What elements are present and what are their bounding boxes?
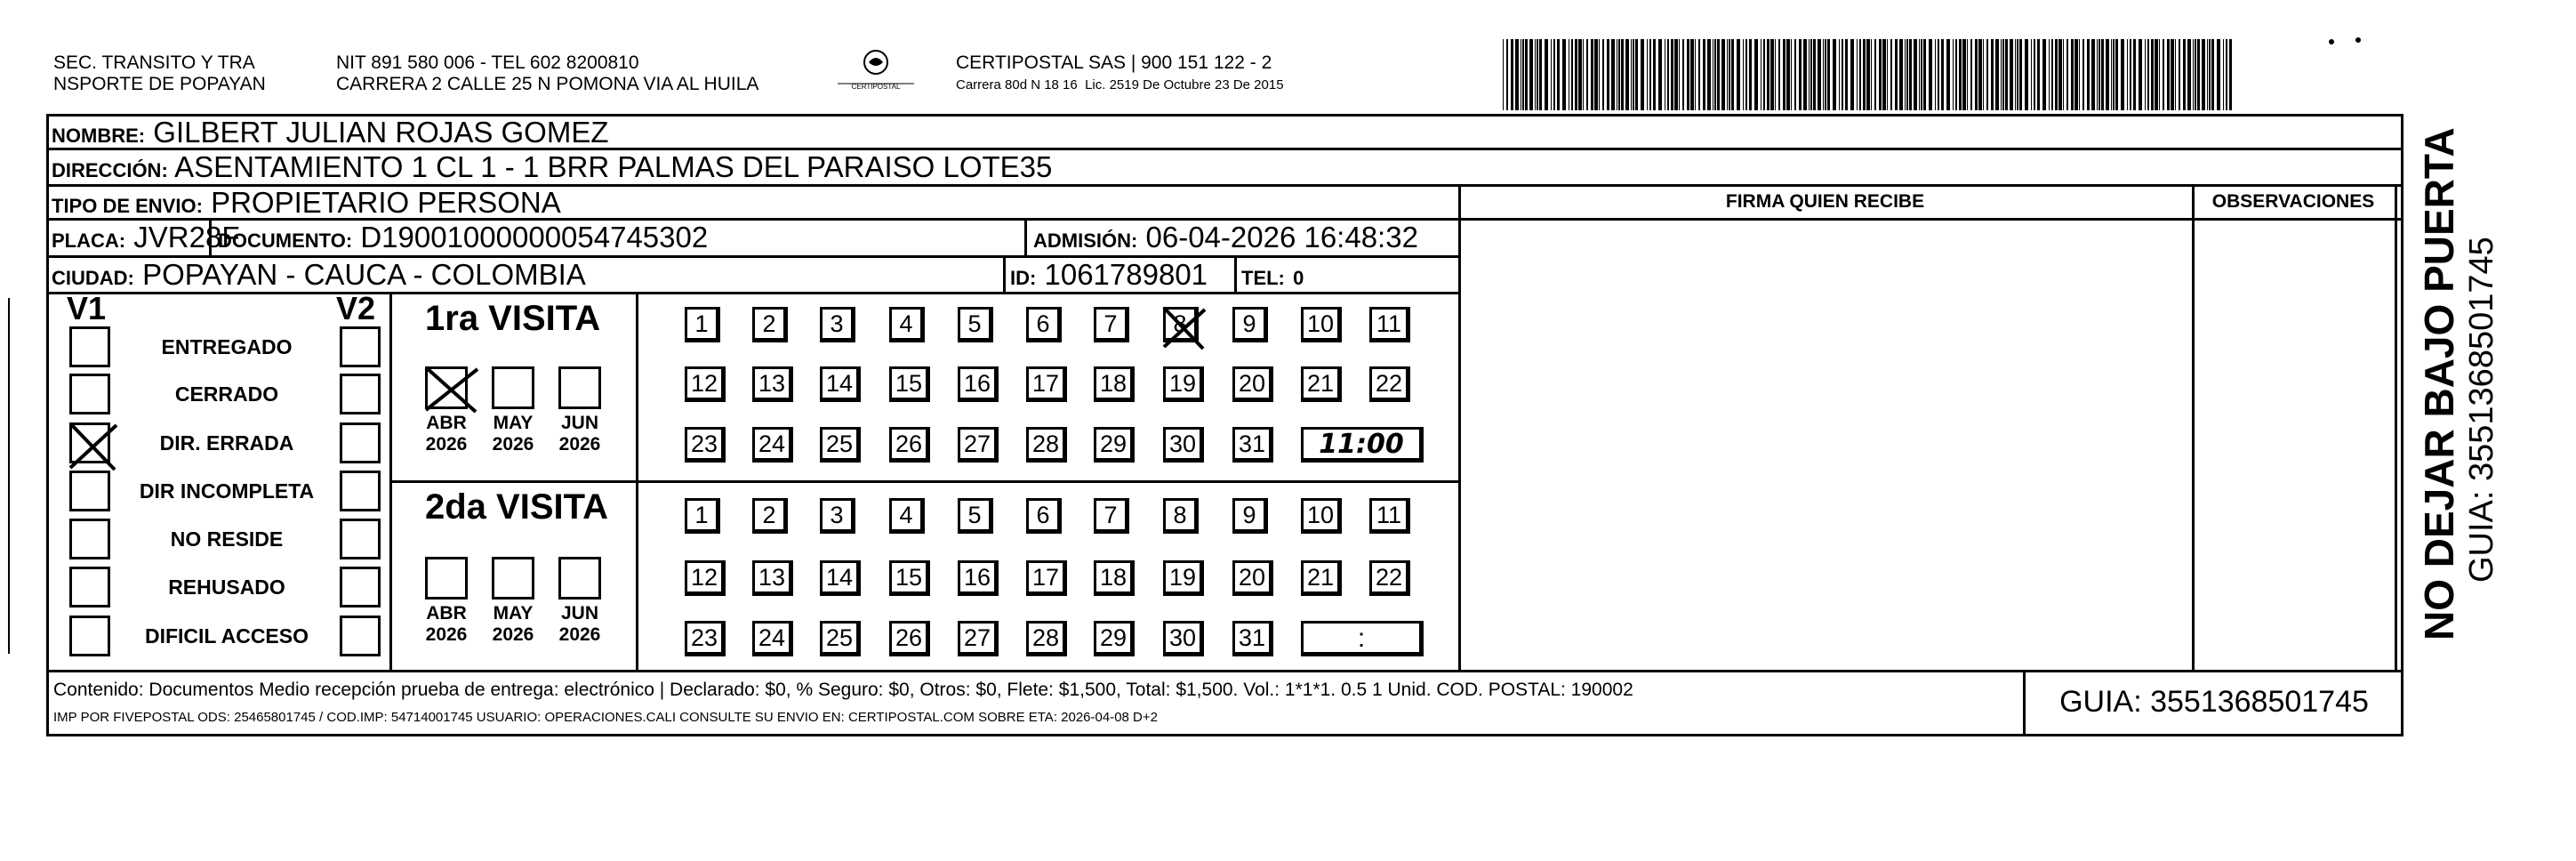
- tipo-label: TIPO DE ENVIO:: [52, 195, 203, 217]
- day-box-21[interactable]: [1301, 366, 1342, 402]
- day-box-29[interactable]: [1094, 621, 1135, 656]
- v1-checkbox-2[interactable]: [69, 422, 110, 463]
- day-box-18[interactable]: [1094, 560, 1135, 596]
- month-year: 2026: [558, 624, 601, 645]
- day-number: 7: [1103, 502, 1118, 528]
- handwritten-x-mark: [67, 420, 118, 471]
- month-name: MAY: [493, 413, 534, 433]
- day-box-22[interactable]: [1369, 366, 1410, 402]
- day-box-25[interactable]: [820, 621, 861, 656]
- tel-field: [1241, 259, 1304, 294]
- day-number: 22: [1375, 370, 1403, 397]
- col-divider: [1003, 255, 1006, 292]
- row-divider: [1458, 218, 2397, 221]
- day-number: 28: [1031, 624, 1060, 651]
- month-checkbox-abr[interactable]: [425, 557, 468, 599]
- day-box-23[interactable]: [685, 621, 726, 656]
- day-box-1[interactable]: [685, 307, 720, 342]
- v1-checkbox-0[interactable]: [69, 326, 110, 367]
- footer-print-info: IMP POR FIVEPOSTAL ODS: 25465801745 / COD.IMP: 54714001745 USUARIO: OPERACIONES.CALI CONSULTE SU ENVIO EN: CERTIPOSTAL.COM SOBRE ETA: 2026-04-08 D+2: [53, 710, 1158, 725]
- day-box-20[interactable]: [1232, 560, 1273, 596]
- status-option-label: NO RESIDE: [170, 527, 284, 551]
- col-divider: [2023, 670, 2026, 736]
- day-box-29[interactable]: [1094, 427, 1135, 463]
- sender-nit: NIT 891 580 006 - TEL 602 8200810: [336, 52, 639, 73]
- visit1-title: 1ra VISITA: [425, 299, 601, 338]
- month-name: MAY: [493, 603, 534, 624]
- month-year: 2026: [425, 434, 468, 455]
- tipo-row: [52, 187, 561, 222]
- day-box-23[interactable]: [685, 427, 726, 463]
- day-number: 3: [830, 310, 844, 337]
- day-number: 31: [1238, 430, 1266, 457]
- company-address: Carrera 80d N 18 16 Lic. 2519 De Octubre 23 De 2015: [956, 77, 1284, 93]
- day-box-3[interactable]: [820, 307, 855, 342]
- day-number: 5: [967, 310, 982, 337]
- day-number: 19: [1168, 564, 1197, 591]
- direccion-label: DIRECCIÓN:: [52, 159, 168, 181]
- month-checkbox-jun[interactable]: [558, 366, 601, 409]
- day-number: 20: [1238, 370, 1266, 397]
- time-separator: :: [1357, 624, 1366, 653]
- day-box-19[interactable]: [1163, 560, 1204, 596]
- month-label: [420, 603, 473, 646]
- placa-field: [52, 221, 240, 257]
- day-box-13[interactable]: [752, 560, 793, 596]
- direccion-value: ASENTAMIENTO 1 CL 1 - 1 BRR PALMAS DEL PARAISO LOTE35: [174, 150, 1053, 183]
- day-box-5[interactable]: [958, 498, 993, 534]
- day-number: 2: [762, 310, 776, 337]
- day-number: 30: [1168, 624, 1197, 651]
- day-box-14[interactable]: [820, 366, 861, 402]
- nombre-row: [52, 117, 609, 152]
- nombre-label: NOMBRE:: [52, 125, 146, 147]
- day-box-8[interactable]: [1163, 498, 1199, 534]
- v2-checkbox-6[interactable]: [340, 616, 381, 656]
- day-box-11[interactable]: [1369, 498, 1410, 534]
- day-number: 24: [758, 624, 786, 651]
- day-number: 10: [1306, 310, 1335, 337]
- day-box-7[interactable]: [1094, 307, 1129, 342]
- day-box-13[interactable]: [752, 366, 793, 402]
- tel-label: TEL:: [1241, 267, 1285, 289]
- day-number: 18: [1099, 564, 1128, 591]
- day-number: 11: [1376, 310, 1402, 337]
- day-box-10[interactable]: [1301, 307, 1342, 342]
- day-number: 16: [963, 564, 991, 591]
- month-label: [486, 413, 540, 455]
- day-box-24[interactable]: [752, 427, 793, 463]
- month-year: 2026: [492, 434, 534, 455]
- day-number: 29: [1099, 430, 1128, 457]
- day-box-16[interactable]: [958, 560, 999, 596]
- day-number: 14: [825, 370, 854, 397]
- day-box-12[interactable]: [685, 366, 726, 402]
- day-box-28[interactable]: [1026, 621, 1067, 656]
- day-number: 17: [1031, 564, 1060, 591]
- month-year: 2026: [492, 624, 534, 645]
- time-box[interactable]: [1301, 621, 1424, 656]
- month-name: JUN: [560, 413, 598, 433]
- day-box-27[interactable]: [958, 621, 999, 656]
- day-box-26[interactable]: [889, 427, 930, 463]
- day-box-1[interactable]: [685, 498, 720, 534]
- day-number: 6: [1036, 502, 1050, 528]
- time-box[interactable]: [1301, 427, 1424, 463]
- specks: [2328, 34, 2363, 43]
- day-number: 11: [1376, 502, 1402, 528]
- day-number: 25: [825, 624, 854, 651]
- day-number: 21: [1306, 564, 1335, 591]
- sender-address: CARRERA 2 CALLE 25 N POMONA VIA AL HUILA: [336, 74, 759, 94]
- day-number: 23: [690, 430, 718, 457]
- direccion-row: [52, 151, 1052, 187]
- day-box-30[interactable]: [1163, 427, 1204, 463]
- day-number: 4: [899, 502, 913, 528]
- handwritten-x-mark: [1160, 304, 1207, 350]
- margin-mark: [7, 298, 11, 654]
- day-box-2[interactable]: [752, 307, 788, 342]
- day-box-4[interactable]: [889, 498, 925, 534]
- day-number: 24: [758, 430, 786, 457]
- v1-checkbox-6[interactable]: [69, 616, 110, 656]
- day-number: 8: [1173, 310, 1187, 337]
- month-name: ABR: [426, 413, 467, 433]
- footer-divider: [46, 670, 2403, 672]
- day-number: 9: [1242, 502, 1256, 528]
- placa-label: PLACA:: [52, 229, 126, 252]
- day-box-7[interactable]: [1094, 498, 1129, 534]
- day-box-30[interactable]: [1163, 621, 1204, 656]
- id-value: 1061789801: [1044, 258, 1208, 291]
- day-number: 2: [762, 502, 776, 528]
- day-box-26[interactable]: [889, 621, 930, 656]
- day-box-10[interactable]: [1301, 498, 1342, 534]
- day-number: 29: [1099, 624, 1128, 651]
- day-box-18[interactable]: [1094, 366, 1135, 402]
- month-year: 2026: [425, 624, 468, 645]
- day-box-21[interactable]: [1301, 560, 1342, 596]
- day-number: 5: [967, 502, 982, 528]
- v2-title: V2: [336, 290, 376, 326]
- status-option-label: ENTREGADO: [161, 335, 293, 358]
- placa-value: JVR28F: [133, 221, 240, 253]
- day-box-4[interactable]: [889, 307, 925, 342]
- day-box-8[interactable]: [1163, 307, 1199, 342]
- firma-header: FIRMA QUIEN RECIBE: [1725, 191, 1925, 212]
- day-number: 22: [1375, 564, 1403, 591]
- visit2-title: 2da VISITA: [425, 487, 608, 527]
- footer-guia: GUIA: 3551368501745: [2059, 685, 2369, 719]
- day-box-9[interactable]: [1232, 498, 1268, 534]
- nombre-value: GILBERT JULIAN ROJAS GOMEZ: [153, 116, 609, 149]
- day-number: 31: [1238, 624, 1266, 651]
- day-number: 27: [963, 624, 991, 651]
- barcode: [1503, 39, 2234, 110]
- v2-checkbox-1[interactable]: [340, 374, 381, 414]
- day-number: 8: [1173, 502, 1187, 528]
- svg-text:CERTIPOSTAL: CERTIPOSTAL: [851, 83, 901, 91]
- day-number: 16: [963, 370, 991, 397]
- v2-checkbox-5[interactable]: [340, 567, 381, 608]
- day-box-6[interactable]: [1026, 498, 1062, 534]
- ciudad-label: CIUDAD:: [52, 267, 134, 289]
- col-divider: [1458, 184, 1461, 670]
- footer-contents: Contenido: Documentos Medio recepción prueba de entrega: electrónico | Declarado: $0, % Seguro: $0, Otros: $0, Flete: $1,500, Total: $1,500. Vol.: 1*1*1. 0.5 1 Unid. COD. POSTAL: 190002: [53, 680, 1633, 700]
- v1-checkbox-5[interactable]: [69, 567, 110, 608]
- day-number: 12: [690, 370, 718, 397]
- documento-label: DOCUMENTO:: [218, 229, 353, 252]
- documento-field: [218, 221, 708, 257]
- documento-value: D19001000000054745302: [360, 221, 709, 253]
- tel-value: 0: [1293, 267, 1304, 289]
- day-box-25[interactable]: [820, 427, 861, 463]
- day-number: 9: [1242, 310, 1256, 337]
- col-divider: [1234, 255, 1237, 292]
- day-number: 18: [1099, 370, 1128, 397]
- day-box-6[interactable]: [1026, 307, 1062, 342]
- day-box-19[interactable]: [1163, 366, 1204, 402]
- sender-name-line2: NSPORTE DE POPAYAN: [53, 74, 266, 94]
- ciudad-value: POPAYAN - CAUCA - COLOMBIA: [142, 258, 586, 291]
- day-box-12[interactable]: [685, 560, 726, 596]
- day-number: 10: [1306, 502, 1335, 528]
- month-name: ABR: [426, 603, 467, 624]
- day-number: 27: [963, 430, 991, 457]
- observaciones-header: OBSERVACIONES: [2211, 191, 2375, 212]
- visit-divider: [389, 480, 1461, 483]
- day-box-16[interactable]: [958, 366, 999, 402]
- day-box-11[interactable]: [1369, 307, 1410, 342]
- day-box-5[interactable]: [958, 307, 993, 342]
- col-divider: [2192, 184, 2195, 670]
- day-box-15[interactable]: [889, 366, 930, 402]
- day-box-3[interactable]: [820, 498, 855, 534]
- day-number: 1: [694, 310, 709, 337]
- day-number: 13: [758, 564, 786, 591]
- day-number: 13: [758, 370, 786, 397]
- handwritten-time: 11:00: [1319, 429, 1404, 460]
- day-box-14[interactable]: [820, 560, 861, 596]
- day-box-31[interactable]: [1232, 427, 1273, 463]
- v1-title: V1: [67, 290, 107, 326]
- month-checkbox-jun[interactable]: [558, 557, 601, 599]
- day-box-28[interactable]: [1026, 427, 1067, 463]
- day-number: 3: [830, 502, 844, 528]
- day-number: 25: [825, 430, 854, 457]
- company-name: CERTIPOSTAL SAS | 900 151 122 - 2: [956, 52, 1272, 73]
- month-checkbox-may[interactable]: [492, 366, 534, 409]
- status-option-label: DIR. ERRADA: [159, 431, 294, 455]
- sender-name-line1: SEC. TRANSITO Y TRA: [53, 52, 255, 73]
- day-box-24[interactable]: [752, 621, 793, 656]
- v2-checkbox-0[interactable]: [340, 326, 381, 367]
- v2-checkbox-3[interactable]: [340, 471, 381, 511]
- day-number: 7: [1103, 310, 1118, 337]
- no-dejar-bajo-puerta: NO DEJAR BAJO PUERTA: [2416, 127, 2462, 640]
- day-number: 26: [895, 430, 923, 457]
- month-label: [486, 603, 540, 646]
- status-option-label: DIFICIL ACCESO: [144, 624, 309, 648]
- month-checkbox-abr[interactable]: [425, 366, 468, 409]
- v1-checkbox-4[interactable]: [69, 519, 110, 559]
- admision-label: ADMISIÓN:: [1033, 229, 1138, 252]
- col-divider: [1024, 218, 1027, 255]
- day-number: 30: [1168, 430, 1197, 457]
- side-guia: GUIA: 3551368501745: [2463, 237, 2500, 583]
- day-box-9[interactable]: [1232, 307, 1268, 342]
- day-number: 4: [899, 310, 913, 337]
- v1-checkbox-1[interactable]: [69, 374, 110, 414]
- col-divider: [2395, 184, 2397, 670]
- day-number: 15: [895, 370, 923, 397]
- month-label: [553, 413, 606, 455]
- day-box-2[interactable]: [752, 498, 788, 534]
- month-year: 2026: [558, 434, 601, 455]
- id-field: [1010, 259, 1208, 294]
- admision-field: [1033, 221, 1418, 257]
- status-option-label: DIR INCOMPLETA: [139, 479, 315, 503]
- day-number: 1: [694, 502, 709, 528]
- certipostal-logo: [836, 43, 916, 94]
- day-number: 12: [690, 564, 718, 591]
- day-number: 26: [895, 624, 923, 651]
- day-number: 21: [1306, 370, 1335, 397]
- day-number: 15: [895, 564, 923, 591]
- day-number: 23: [690, 624, 718, 651]
- tipo-value: PROPIETARIO PERSONA: [211, 186, 561, 219]
- month-name: JUN: [560, 603, 598, 624]
- day-box-17[interactable]: [1026, 366, 1067, 402]
- v2-checkbox-2[interactable]: [340, 422, 381, 463]
- day-box-31[interactable]: [1232, 621, 1273, 656]
- day-number: 14: [825, 564, 854, 591]
- status-option-label: CERRADO: [174, 382, 279, 406]
- id-label: ID:: [1010, 267, 1037, 289]
- day-number: 20: [1238, 564, 1266, 591]
- month-label: [420, 413, 473, 455]
- ciudad-field: [52, 259, 586, 294]
- day-box-22[interactable]: [1369, 560, 1410, 596]
- day-number: 28: [1031, 430, 1060, 457]
- day-box-20[interactable]: [1232, 366, 1273, 402]
- day-number: 6: [1036, 310, 1050, 337]
- month-checkbox-may[interactable]: [492, 557, 534, 599]
- day-box-27[interactable]: [958, 427, 999, 463]
- day-box-15[interactable]: [889, 560, 930, 596]
- status-option-label: REHUSADO: [168, 575, 285, 599]
- v2-checkbox-4[interactable]: [340, 519, 381, 559]
- day-number: 17: [1031, 370, 1060, 397]
- handwritten-x-mark: [422, 364, 479, 414]
- month-label: [553, 603, 606, 646]
- v1-checkbox-3[interactable]: [69, 471, 110, 511]
- admision-value: 06-04-2026 16:48:32: [1145, 221, 1418, 253]
- day-box-17[interactable]: [1026, 560, 1067, 596]
- day-number: 19: [1168, 370, 1197, 397]
